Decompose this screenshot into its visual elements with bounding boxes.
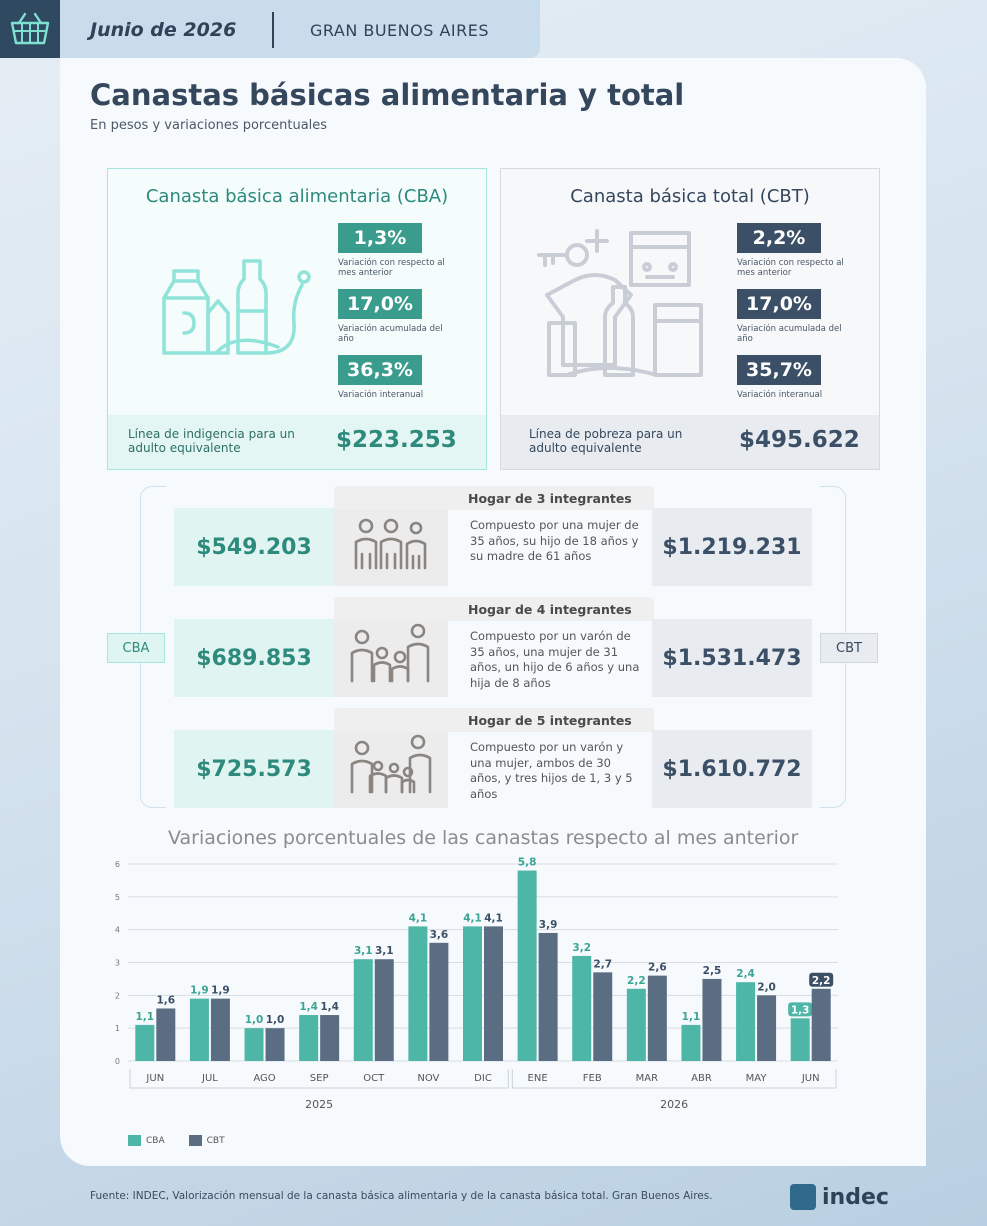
- cba-footer-label: Línea de indigencia para un adulto equivalente: [128, 427, 295, 455]
- bar-cbt: [211, 999, 230, 1061]
- x-tick-label: SEP: [309, 1073, 329, 1084]
- household-row-3: [174, 486, 812, 586]
- x-tick-label: DIC: [474, 1073, 492, 1084]
- bar-cba: [190, 999, 209, 1061]
- household-5-info: [334, 708, 654, 808]
- data-label-cba: 4,1: [463, 912, 482, 925]
- household-4-header: [334, 597, 654, 621]
- x-tick-label: MAY: [745, 1073, 767, 1084]
- data-label-cbt: 1,0: [265, 1014, 285, 1027]
- cba-stat-monthly: 1,3%: [338, 223, 422, 253]
- household-row-4: [174, 597, 812, 697]
- data-label-cba: 1,4: [299, 1001, 318, 1014]
- basket-icon: [9, 12, 51, 46]
- header-date: Junio de 2026: [90, 19, 237, 41]
- legend-swatch-cba: [128, 1135, 141, 1146]
- data-label-cba: 1,3: [790, 1004, 810, 1017]
- x-tick-label: JUL: [202, 1073, 218, 1084]
- data-label-cba: 2,4: [736, 968, 755, 981]
- data-label-cba: 1,1: [135, 1010, 155, 1023]
- household-5-cba-value: $725.573: [174, 730, 334, 808]
- legend-item-cba: [128, 1135, 165, 1146]
- data-label-cbt: 3,6: [429, 928, 449, 941]
- bar-cba: [791, 1018, 810, 1061]
- bar-cba: [518, 871, 537, 1061]
- header-divider: [272, 12, 274, 48]
- data-label-cba: 3,2: [572, 941, 592, 954]
- x-tick-label: OCT: [363, 1073, 385, 1084]
- bar-cba: [354, 959, 373, 1061]
- household-3-cbt-value: $1.219.231: [652, 508, 812, 586]
- y-tick-label: 1: [114, 1024, 120, 1034]
- page-title: Canastas básicas alimentaria y total: [90, 78, 685, 112]
- bar-cbt: [320, 1015, 339, 1061]
- indec-logo: [790, 1184, 889, 1210]
- indec-logo-text: indec: [822, 1184, 889, 1210]
- family-4-icon: [334, 621, 448, 697]
- data-label-cbt: 3,1: [374, 945, 394, 958]
- x-tick-label: ENE: [527, 1073, 548, 1084]
- data-label-cba: 1,1: [681, 1010, 701, 1023]
- year-bracket: [512, 1069, 836, 1088]
- household-3-info: [334, 486, 654, 586]
- cbt-stat-yearly: 35,7%: [737, 355, 821, 385]
- bar-cba: [463, 926, 482, 1061]
- cba-stat-monthly-caption: Variación con respecto al mes anterior: [338, 258, 445, 278]
- legend-item-cbt: [189, 1135, 225, 1146]
- goods-icon: [535, 225, 725, 385]
- cbt-footer-value: $495.622: [739, 427, 860, 453]
- household-4-cba-value: $689.853: [174, 619, 334, 697]
- cbt-stat-accumulated-caption: Variación acumulada del año: [737, 324, 842, 344]
- data-label-cba: 3,1: [353, 945, 373, 958]
- cba-heading: Canasta básica alimentaria (CBA): [145, 186, 449, 207]
- x-tick-label: JUN: [146, 1073, 165, 1084]
- cbt-stat-yearly-caption: Variación interanual: [737, 390, 823, 400]
- y-tick-label: 5: [114, 892, 120, 902]
- y-tick-label: 2: [114, 991, 120, 1001]
- legend-label-cbt: CBT: [206, 1135, 225, 1146]
- household-3-description: Compuesto por una mujer de 35 años, su hijo de 18 años y su madre de 61 años: [470, 518, 639, 563]
- data-label-cbt: 1,9: [211, 984, 230, 997]
- y-tick-label: 3: [114, 958, 120, 968]
- cbt-stat-monthly: 2,2%: [737, 223, 821, 253]
- x-tick-label: ABR: [691, 1073, 712, 1084]
- household-4-info: [334, 597, 654, 697]
- bar-cbt: [812, 989, 831, 1061]
- bar-cbt: [757, 995, 776, 1061]
- data-label-cbt: 1,4: [320, 1001, 339, 1014]
- basket-logo: [0, 0, 60, 58]
- cba-panel: [107, 168, 487, 470]
- data-label-cbt: 2,0: [757, 981, 776, 994]
- data-label-cbt: 2,7: [593, 958, 613, 971]
- data-label-cba: 2,2: [627, 974, 646, 987]
- y-tick-label: 4: [114, 925, 120, 935]
- cba-stat-accumulated-caption: Variación acumulada del año: [338, 324, 443, 344]
- household-3-title: Hogar de 3 integrantes: [468, 491, 632, 506]
- bar-cbt: [702, 979, 721, 1061]
- cba-tag: CBA: [107, 633, 165, 663]
- cbt-tag: CBT: [820, 633, 878, 663]
- year-label: 2026: [660, 1098, 689, 1111]
- cbt-panel: [500, 168, 880, 470]
- cba-footer: [108, 415, 486, 469]
- bar-cbt: [484, 926, 503, 1061]
- data-label-cba: 5,8: [517, 856, 537, 869]
- data-label-cba: 4,1: [408, 912, 428, 925]
- bar-cbt: [156, 1008, 175, 1061]
- cbt-footer: [501, 415, 879, 469]
- bar-cbt: [375, 959, 394, 1061]
- bar-cba: [135, 1025, 154, 1061]
- cba-stat-yearly-caption: Variación interanual: [338, 390, 424, 400]
- x-tick-label: JUN: [801, 1073, 820, 1084]
- household-row-5: [174, 708, 812, 808]
- bar-cbt: [593, 972, 612, 1061]
- x-tick-label: FEB: [582, 1073, 602, 1084]
- cba-stat-yearly: 36,3%: [338, 355, 422, 385]
- family-5-icon: [334, 732, 448, 808]
- bar-cbt: [266, 1028, 285, 1061]
- bar-cbt: [648, 976, 667, 1061]
- cbt-stat-accumulated: 17,0%: [737, 289, 821, 319]
- household-5-header: [334, 708, 654, 732]
- cba-footer-value: $223.253: [336, 427, 457, 453]
- bar-cba: [408, 926, 427, 1061]
- page-subtitle: En pesos y variaciones porcentuales: [90, 118, 328, 133]
- bar-cba: [681, 1025, 700, 1061]
- bar-cbt: [539, 933, 558, 1061]
- household-4-cbt-value: $1.531.473: [652, 619, 812, 697]
- household-4-description: Compuesto por un varón de 35 años, una mujer de 31 años, un hijo de 6 años y una hija de 8 años: [470, 629, 640, 690]
- y-tick-label: 0: [114, 1057, 120, 1066]
- legend-label-cba: CBA: [146, 1135, 165, 1146]
- household-5-description: Compuesto por un varón y una mujer, ambos de 30 años, y tres hijos de 1, 3 y 5 años: [470, 740, 633, 801]
- bar-cbt: [429, 943, 448, 1061]
- x-tick-label: MAR: [635, 1073, 659, 1084]
- household-3-header: [334, 486, 654, 510]
- family-3-icon: [334, 510, 448, 586]
- household-5-cbt-value: $1.610.772: [652, 730, 812, 808]
- cbt-stat-monthly-caption: Variación con respecto al mes anterior: [737, 258, 844, 278]
- cbt-heading: Canasta básica total (CBT): [570, 186, 810, 207]
- data-label-cbt: 3,9: [538, 918, 558, 931]
- data-label-cbt: 2,6: [648, 961, 667, 974]
- y-tick-label: 6: [114, 860, 120, 869]
- chart-legend: [128, 1135, 225, 1146]
- data-label-cba: 1,9: [190, 984, 209, 997]
- data-label-cbt: 1,6: [156, 994, 176, 1007]
- cba-stat-accumulated: 17,0%: [338, 289, 422, 319]
- x-tick-label: AGO: [253, 1073, 276, 1084]
- bar-cba: [572, 956, 591, 1061]
- header-region: GRAN BUENOS AIRES: [310, 21, 490, 40]
- indec-logo-icon: [790, 1184, 816, 1210]
- bar-cba: [299, 1015, 318, 1061]
- household-4-title: Hogar de 4 integrantes: [468, 602, 632, 617]
- data-label-cbt: 2,2: [811, 974, 831, 987]
- bar-cba: [245, 1028, 264, 1061]
- data-label-cba: 1,0: [244, 1014, 264, 1027]
- year-label: 2025: [305, 1098, 334, 1111]
- chart-title: Variaciones porcentuales de las canastas respecto al mes anterior: [168, 827, 799, 849]
- source-note: Fuente: INDEC, Valorización mensual de la canasta básica alimentaria y de la canasta básica total. Gran Buenos Aires.: [90, 1190, 713, 1202]
- x-tick-label: NOV: [417, 1073, 440, 1084]
- variation-bar-chart: [100, 850, 850, 1120]
- cbt-footer-label: Línea de pobreza para un adulto equivalente: [529, 427, 683, 455]
- bar-cba: [627, 989, 646, 1061]
- data-label-cbt: 4,1: [484, 912, 503, 925]
- household-5-title: Hogar de 5 integrantes: [468, 713, 632, 728]
- bar-cba: [736, 982, 755, 1061]
- data-label-cbt: 2,5: [702, 964, 722, 977]
- household-3-cba-value: $549.203: [174, 508, 334, 586]
- legend-swatch-cbt: [189, 1135, 202, 1146]
- food-icon: [156, 253, 316, 363]
